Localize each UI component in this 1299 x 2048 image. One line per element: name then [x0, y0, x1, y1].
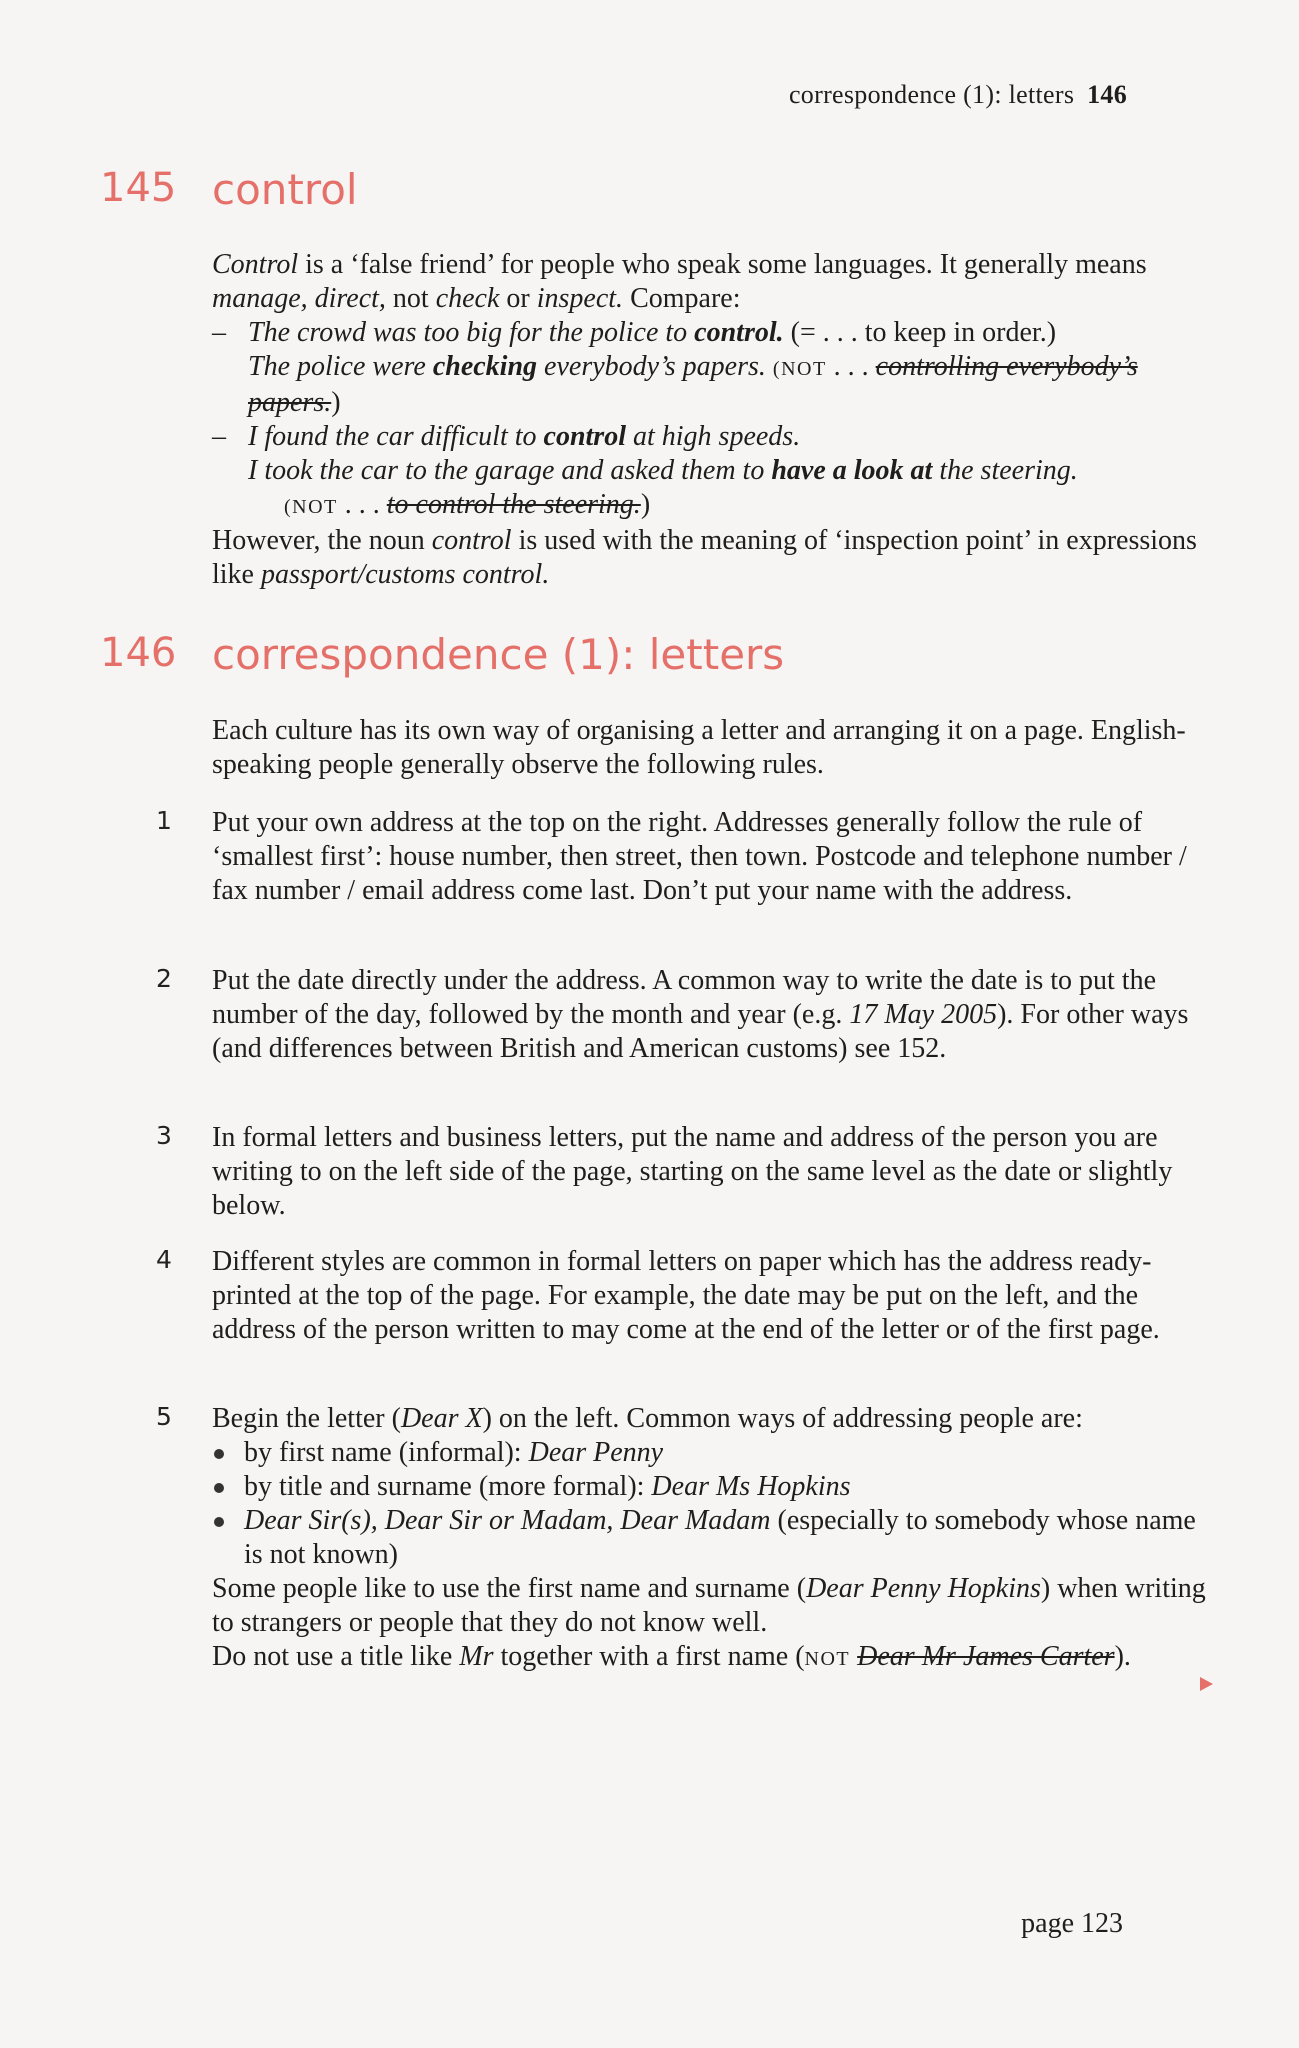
running-head: [789, 80, 1127, 110]
example-group-2: [212, 420, 1217, 524]
not-marker: (NOT: [772, 358, 827, 380]
rule-text: Put your own address at the top on the right. Addresses generally follow the rule of ‘smallest first’: house number, then street, then town. Postcode and telephone number / fax number / email address come last. Don’t put your name with the address.: [212, 807, 1187, 906]
section-146-intro: [212, 714, 1217, 782]
text: . . .: [826, 351, 876, 382]
note-paragraph: [212, 1640, 1217, 1676]
running-head-label: correspondence (1): letters: [788, 80, 1075, 109]
intro-paragraph: [212, 248, 1217, 316]
term: Dear Sir(s), Dear Sir or Madam, Dear Madam: [244, 1505, 771, 1536]
text: I found the car difficult to: [248, 421, 544, 452]
term: inspect.: [536, 283, 624, 314]
text: by first name (informal):: [244, 1437, 529, 1468]
continued-arrow-icon: [1200, 1677, 1213, 1691]
text: ).: [1114, 1641, 1131, 1672]
rule-text: [212, 1402, 1217, 1436]
text: ): [640, 489, 651, 520]
term: Mr: [459, 1641, 494, 1672]
bullet-dot: [214, 1483, 224, 1493]
text: Put the date directly under the address. A common way to write the date is to put the number of the day, followed by the month and year (e.g.: [212, 965, 1157, 1030]
text: by title and surname (more formal):: [244, 1471, 652, 1502]
text: (especially to somebody whose name is not known): [244, 1505, 1196, 1570]
running-head-page-ref: 146: [1087, 80, 1127, 109]
item-text: [212, 964, 1217, 1066]
example-sentence: [248, 454, 1217, 488]
page-label: page: [1021, 1908, 1074, 1939]
keyword: control.: [694, 317, 784, 348]
item-number: 2: [156, 964, 172, 993]
not-marker: NOT: [804, 1648, 851, 1670]
term: Dear Ms Hopkins: [651, 1471, 851, 1502]
text: I took the car to the garage and asked them to: [248, 455, 772, 486]
keyword: checking: [432, 351, 538, 382]
rule-text: Different styles are common in formal letters on paper which has the address ready-printed at the top of the page. For example, the date may be put on the left, and the address of the person written to may come at the end of the letter or of the first page.: [212, 1246, 1160, 1345]
item-text: [212, 806, 1217, 908]
outro-paragraph: [212, 524, 1217, 592]
bullet-item: [212, 1504, 1217, 1572]
item-number: 3: [156, 1121, 172, 1150]
text: the steering.: [932, 455, 1078, 486]
item-number: 5: [156, 1402, 172, 1431]
text: is used with the meaning of ‘inspection point’ in expressions like: [212, 525, 1197, 590]
term: passport/customs control.: [261, 559, 550, 590]
term: check: [435, 283, 500, 314]
text: ): [331, 387, 341, 418]
section-number: 146: [100, 630, 177, 676]
dash-marker: –: [212, 317, 226, 348]
keyword: have a look at: [771, 455, 933, 486]
incorrect-form: Dear Mr James Carter: [857, 1641, 1115, 1672]
not-marker: (NOT: [284, 496, 338, 518]
term: manage, direct,: [212, 283, 386, 314]
text: not: [385, 283, 436, 314]
section-number: 145: [100, 165, 177, 211]
text: or: [499, 283, 537, 314]
bullet-item: [212, 1436, 1217, 1470]
item-text: [212, 1121, 1217, 1223]
term: Dear X: [400, 1403, 483, 1434]
text: Compare:: [623, 283, 741, 314]
note-paragraph: [212, 1572, 1217, 1640]
date-example: 17 May 2005: [849, 999, 998, 1030]
text: Do not use a title like: [212, 1641, 460, 1672]
example-sentence: [248, 420, 1217, 454]
text: Begin the letter (: [212, 1403, 401, 1434]
incorrect-form: controlling everybody’s papers.: [248, 351, 1138, 418]
item-text: [212, 1245, 1217, 1347]
section-145-body: [212, 248, 1217, 592]
intro-paragraph: Each culture has its own way of organising a letter and arranging it on a page. English-speaking people generally observe the following rules.: [212, 715, 1186, 780]
example-sentence: [248, 350, 1217, 420]
bullet-dot: [214, 1449, 224, 1459]
text: Some people like to use the first name and surname (: [212, 1573, 807, 1604]
text: at high speeds.: [626, 421, 801, 452]
text: together with a first name (: [493, 1641, 805, 1672]
text: The police were: [248, 351, 433, 382]
section-title: correspondence (1): letters: [212, 630, 785, 679]
item-number: 4: [156, 1245, 172, 1274]
term: Dear Penny: [528, 1437, 664, 1468]
example-group-1: [212, 316, 1217, 420]
text: ). For other ways (and differences between British and American customs) see 152.: [212, 999, 1189, 1064]
keyword: control: [543, 421, 626, 452]
text: The crowd was too big for the police to: [248, 317, 695, 348]
text: everybody’s papers.: [537, 351, 766, 382]
text: However, the noun: [212, 525, 432, 556]
rule-text: [212, 964, 1217, 1066]
page-footer: [1021, 1908, 1123, 1940]
section-title: control: [212, 165, 358, 214]
text: (= . . . to keep in order.): [783, 317, 1057, 348]
term: Dear Penny Hopkins: [806, 1573, 1041, 1604]
text: ) when writing to strangers or people that they do not know well.: [212, 1573, 1206, 1638]
page-number: 123: [1081, 1908, 1123, 1939]
term: control: [431, 525, 512, 556]
not-note: [248, 488, 1217, 524]
bullet-dot: [214, 1517, 224, 1527]
example-sentence: [248, 316, 1217, 350]
term-control: Control: [212, 249, 299, 280]
text: ) on the left. Common ways of addressing people are:: [482, 1403, 1083, 1434]
item-number: 1: [156, 806, 172, 835]
item-text: [212, 1402, 1217, 1676]
text: . . .: [337, 489, 387, 520]
text: is a ‘false friend’ for people who speak some languages. It generally means: [298, 249, 1147, 280]
dash-marker: –: [212, 421, 226, 452]
rule-text: In formal letters and business letters, put the name and address of the person you are writing to on the left side of the page, starting on the same level as the date or slightly below.: [212, 1122, 1173, 1221]
bullet-item: [212, 1470, 1217, 1504]
incorrect-form: to control the steering.: [386, 489, 641, 520]
